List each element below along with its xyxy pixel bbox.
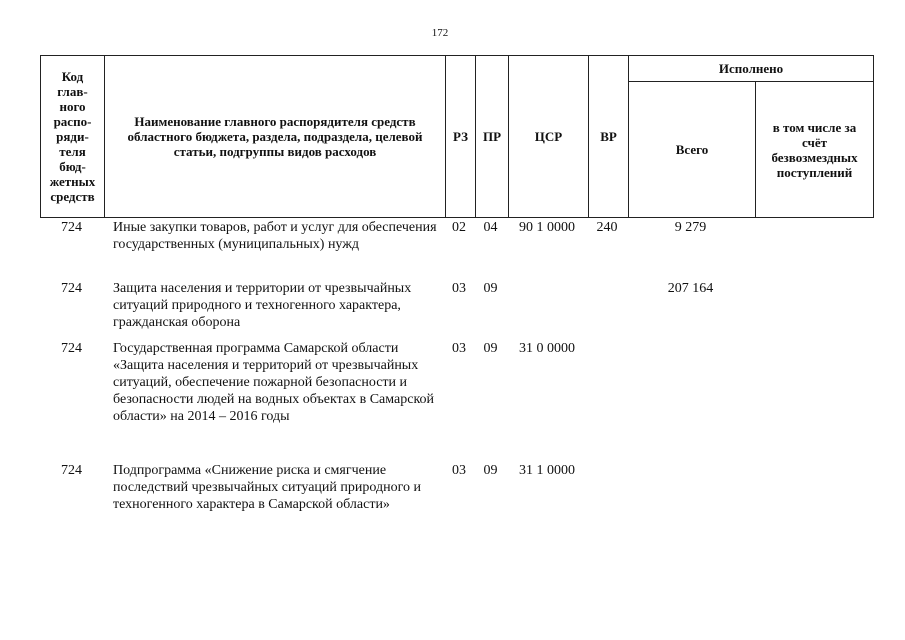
row-csr: 90 1 0000 xyxy=(519,220,575,235)
row-vr: 240 xyxy=(596,220,618,235)
row-csr: 31 0 0000 xyxy=(519,341,575,356)
row-total: 9 279 xyxy=(674,220,707,235)
row-free xyxy=(754,217,872,278)
header-name: Наименование главного распорядителя средств областного бюджета, раздела, подраздела, целевой статьи, подгруппы видов расходов xyxy=(105,56,446,218)
row-total: 207 164 xyxy=(667,281,714,296)
row-name: Государственная программа Самарской области «Защита населения и территорий от чрезвычайных ситуаций, обеспечение пожарной безопасности и безопасности людей на водных объектах в Самарской области» на 2014 – 2016 годы xyxy=(113,341,435,424)
table-header xyxy=(40,55,874,218)
row-code: 724 xyxy=(61,463,82,478)
row-rz: 03 xyxy=(452,463,466,478)
row-vr xyxy=(587,278,627,338)
header-csr: ЦСР xyxy=(509,56,589,218)
row-code: 724 xyxy=(61,220,82,235)
row-rz: 03 xyxy=(452,341,466,356)
row-name: Иные закупки товаров, работ и услуг для обеспечения государственных (муниципальных) нужд xyxy=(113,220,437,252)
row-csr xyxy=(507,278,587,338)
page-number: 172 xyxy=(431,27,449,39)
header-rz: РЗ xyxy=(446,56,476,218)
row-pr: 09 xyxy=(483,281,498,296)
row-code: 724 xyxy=(61,281,82,296)
row-free xyxy=(754,460,872,540)
header-executed: Исполнено xyxy=(629,56,874,82)
header-code: Код глав- ного распо- ряди- теля бюд- жетных средств xyxy=(41,56,105,218)
row-total xyxy=(627,460,754,540)
header-pr: ПР xyxy=(476,56,509,218)
row-vr xyxy=(587,460,627,540)
row-rz: 03 xyxy=(452,281,466,296)
table-row xyxy=(40,278,872,338)
row-pr: 04 xyxy=(483,220,498,235)
header-vr: ВР xyxy=(589,56,629,218)
row-free xyxy=(754,338,872,460)
row-free xyxy=(754,278,872,338)
table-row xyxy=(40,338,872,460)
row-vr xyxy=(587,338,627,460)
header-incl-free: в том числе за счёт безвозмездных поступлений xyxy=(756,82,874,218)
row-csr: 31 1 0000 xyxy=(519,463,575,478)
row-pr: 09 xyxy=(483,341,498,356)
row-total xyxy=(627,338,754,460)
table-row xyxy=(40,460,872,540)
row-rz: 02 xyxy=(452,220,466,235)
table-row xyxy=(40,217,872,278)
data-table xyxy=(40,217,872,540)
row-name: Подпрограмма «Снижение риска и смягчение последствий чрезвычайных ситуаций природного и техногенного характера в Самарской области» xyxy=(113,463,421,512)
row-name: Защита населения и территории от чрезвычайных ситуаций природного и техногенного характера, гражданская оборона xyxy=(113,281,412,330)
header-total: Всего xyxy=(629,82,756,218)
row-pr: 09 xyxy=(483,463,498,478)
row-code: 724 xyxy=(61,341,82,356)
